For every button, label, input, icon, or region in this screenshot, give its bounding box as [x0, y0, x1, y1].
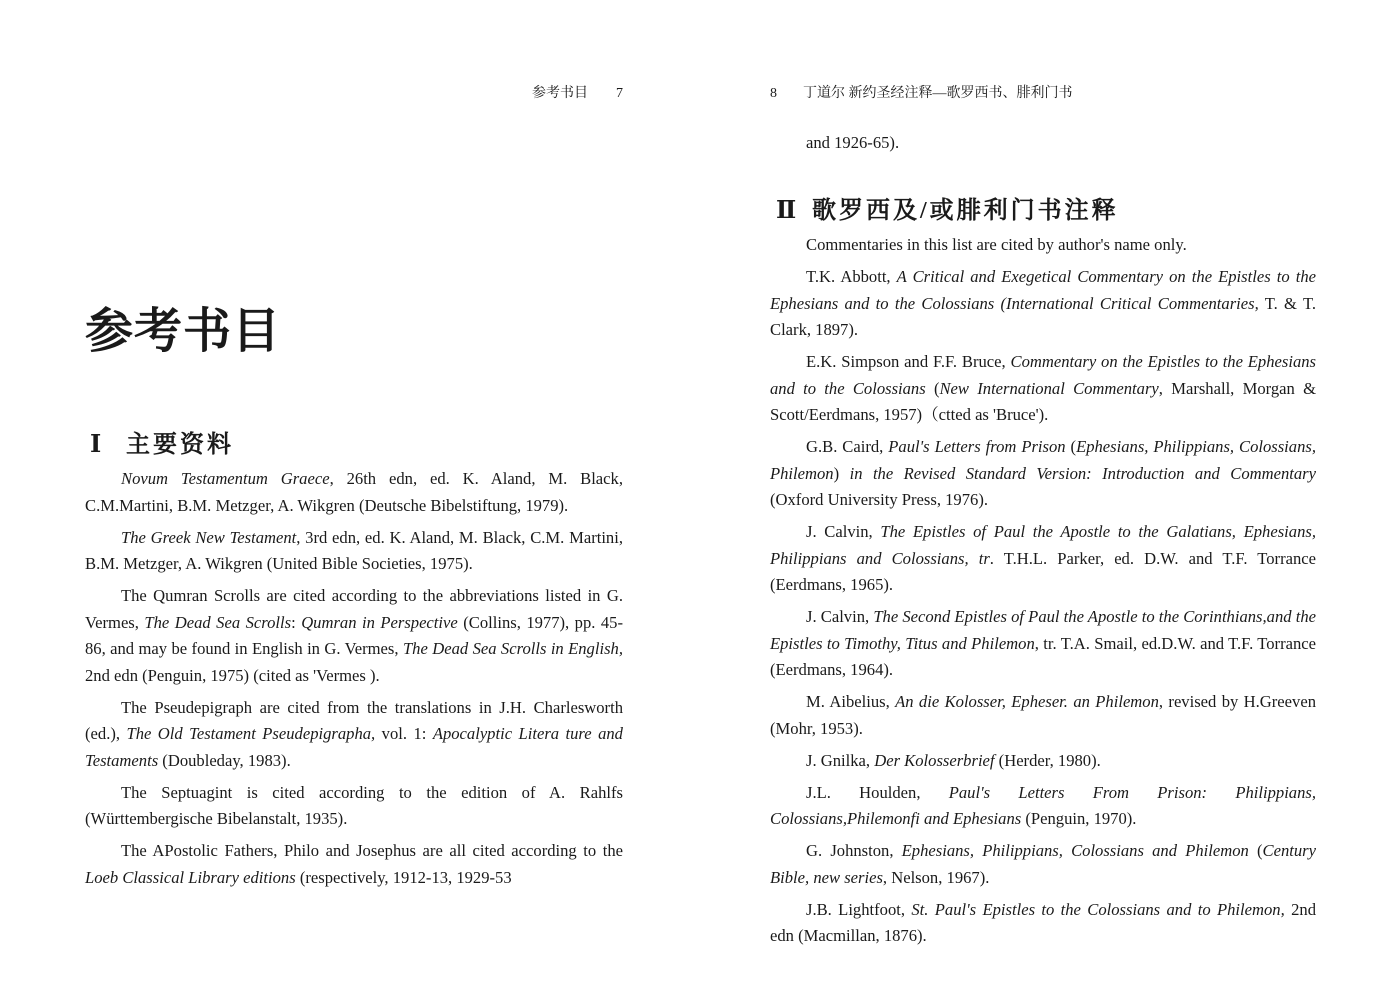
entry-text: (Oxford University Press, 1976).	[770, 490, 988, 509]
bibliography-entry	[85, 780, 623, 833]
entry-text: (	[1248, 841, 1263, 860]
entry-italic-text: A Critical and Exegetical Commentary on the Epistles to the Ephesians and to the Colossians (International Critical Commentaries,	[770, 267, 1316, 313]
section-title: 歌罗西及/或腓利门书注释	[812, 198, 1119, 224]
entry-text: E.K. Simpson and F.F. Bruce,	[806, 352, 1011, 371]
bibliography-entry	[770, 748, 1316, 775]
entry-italic-text: Commentary on the Epistles to the Ephesians and to the Colossians	[770, 352, 1317, 398]
entry-text: . T.H.L. Parker, ed. D.W. and T.F. Torrance (Eerdmans, 1965).	[770, 548, 1316, 594]
entry-text: J. Calvin,	[806, 522, 881, 541]
bibliography-entry	[85, 695, 623, 775]
page-number: 8	[770, 86, 777, 101]
entry-italic-text: Novum Testamentum Graece	[121, 469, 330, 488]
bibliography-entry	[770, 519, 1316, 599]
entry-text: T. & T. Clark, 1897).	[770, 293, 1316, 339]
entry-italic-text: in the Revised Standard Version: Introduction and Commentary	[849, 463, 1316, 483]
running-head-left	[532, 82, 623, 102]
bibliography-entry	[770, 349, 1316, 429]
section-heading-primary-sources	[90, 424, 234, 459]
entry-text: , Nelson, 1967).	[882, 867, 990, 887]
continued-text: and 1926-65).	[806, 133, 900, 152]
entry-text: 2nd edn (Penguin, 1975) (cited as 'Vermes ).	[85, 665, 380, 685]
bibliography-list-left	[85, 466, 623, 897]
entry-text: The Qumran Scrolls are cited according to the abbreviations listed in G. Vermes,	[85, 586, 623, 632]
page-number: 7	[616, 86, 623, 101]
entry-text: G.B. Caird,	[806, 437, 889, 456]
entry-italic-text: Apocalyptic Litera ture and Testaments	[85, 724, 623, 770]
entry-text: (Doubleday, 1983).	[158, 750, 291, 770]
entry-text: Commentaries in this list are cited by author's name only.	[806, 235, 1187, 254]
entry-text: , 3rd edn, ed. K. Aland, M. Black, C.M. Martini, B.M. Metzger, A. Wikgren (United Bible Societies, 1975).	[85, 527, 623, 573]
entry-italic-text: The Epistles of Paul the Apostle to the Galatians, Ephesians, Philippians and Colossians, tr	[770, 522, 1316, 568]
entry-text: J.L. Houlden,	[806, 782, 949, 802]
entry-italic-text: New International Commentary	[939, 378, 1159, 398]
entry-text: M. Aibelius,	[806, 692, 896, 711]
section-heading-commentaries	[776, 190, 1119, 225]
entry-italic-text: The Old Testament Pseudepigrapha,	[126, 724, 376, 743]
entry-italic-text: Ephesians, Philippians, Colossians and Philemon	[901, 841, 1249, 860]
bibliography-entry	[770, 232, 1316, 259]
entry-text: (	[1065, 437, 1077, 456]
bibliography-entry	[770, 780, 1316, 833]
entry-text: vol. 1:	[375, 724, 433, 743]
entry-text: The APostolic Fathers, Philo and Josephus are all cited according to the	[121, 841, 623, 860]
running-head-title: 丁道尔 新约圣经注释—歌罗西书、腓利门书	[803, 86, 1073, 101]
entry-italic-text: The Dead Sea Scrolls	[144, 612, 292, 632]
running-head-right	[770, 82, 1073, 102]
bibliography-entry	[770, 897, 1316, 950]
entry-text: J.B. Lightfoot,	[806, 899, 912, 919]
entry-text: J. Calvin,	[806, 607, 874, 626]
entry-text: , revised by H.Greeven (Mohr, 1953).	[770, 692, 1317, 738]
entry-text: T.K. Abbott,	[806, 267, 897, 286]
bibliography-entry	[770, 838, 1316, 891]
entry-text: The Pseudepigraph are cited from the translations in J.H. Charlesworth (ed.),	[85, 697, 623, 743]
entry-text: (Herder, 1980).	[994, 750, 1101, 770]
running-head-title: 参考书目	[532, 86, 588, 101]
bibliography-entry	[770, 434, 1316, 514]
entry-italic-text: Der Kolosserbrief	[874, 750, 995, 770]
entry-italic-text: The Dead Sea Scrolls in English,	[402, 639, 623, 658]
entry-italic-text: The Greek New Testament	[121, 527, 297, 547]
entry-italic-text: An die Kolosser, Epheser. an Philemon	[895, 692, 1159, 711]
bibliography-entry	[85, 583, 623, 689]
entry-text: (respectively, 1912-13, 1929-53	[295, 867, 512, 887]
entry-text: )	[833, 463, 850, 483]
entry-text: (Collins, 1977), pp. 45-86, and may be found in English in G. Vermes,	[85, 612, 624, 658]
entry-text: :	[291, 612, 302, 632]
bibliography-entry	[770, 264, 1316, 344]
section-title: 主要资料	[126, 432, 234, 458]
section-number: Ⅱ	[776, 198, 800, 224]
entry-text: J. Gnilka,	[806, 750, 875, 770]
chapter-title: 参考书目	[85, 303, 282, 359]
entry-text: , tr. T.A. Smail, ed.D.W. and T.F. Torrance (Eerdmans, 1964).	[770, 633, 1316, 679]
bibliography-entry	[770, 689, 1316, 742]
entry-italic-text: Paul's Letters from Prison	[888, 437, 1066, 456]
entry-italic-text: Loeb Classical Library editions	[85, 867, 296, 887]
entry-italic-text: Qumran in Perspective	[301, 612, 458, 632]
entry-text: , 26th edn, ed. K. Aland, M. Black, C.M.Martini, B.M. Metzger, A. Wikgren (Deutsche Bibelstiftung, 1979).	[85, 469, 623, 515]
entry-italic-text: The Second Epistles of Paul the Apostle to the Corinthians,and the Epistles to Timothy, Titus and Philemon	[770, 607, 1316, 653]
bibliography-entry	[770, 604, 1316, 684]
entry-italic-text: Ephesians, Philippians, Colossians, Philemon	[770, 437, 1316, 483]
entry-text: (Penguin, 1970).	[1021, 809, 1137, 828]
section-number: Ⅰ	[90, 432, 105, 458]
entry-italic-text: Paul's Letters From Prison: Philippians, Colossians,Philemonfi and Ephesians	[770, 782, 1317, 828]
bibliography-entry	[85, 525, 623, 578]
entry-text: , Marshall, Morgan & Scott/Eerdmans, 1957)（ctted as 'Bruce').	[770, 378, 1316, 424]
bibliography-entry	[85, 838, 623, 891]
bibliography-list-right	[770, 232, 1316, 955]
entry-text: (	[925, 378, 940, 398]
right-page	[700, 0, 1400, 989]
entry-text: G. Johnston,	[806, 841, 902, 860]
entry-italic-text: Century Bible, new series	[770, 841, 1316, 887]
bibliography-entry	[85, 466, 623, 519]
entry-text: 2nd edn (Macmillan, 1876).	[770, 899, 1316, 945]
entry-text: The Septuagint is cited according to the edition of A. Rahlfs (Württembergische Bibelanstalt, 1935).	[85, 782, 623, 828]
entry-italic-text: St. Paul's Epistles to the Colossians and to Philemon,	[911, 899, 1285, 919]
